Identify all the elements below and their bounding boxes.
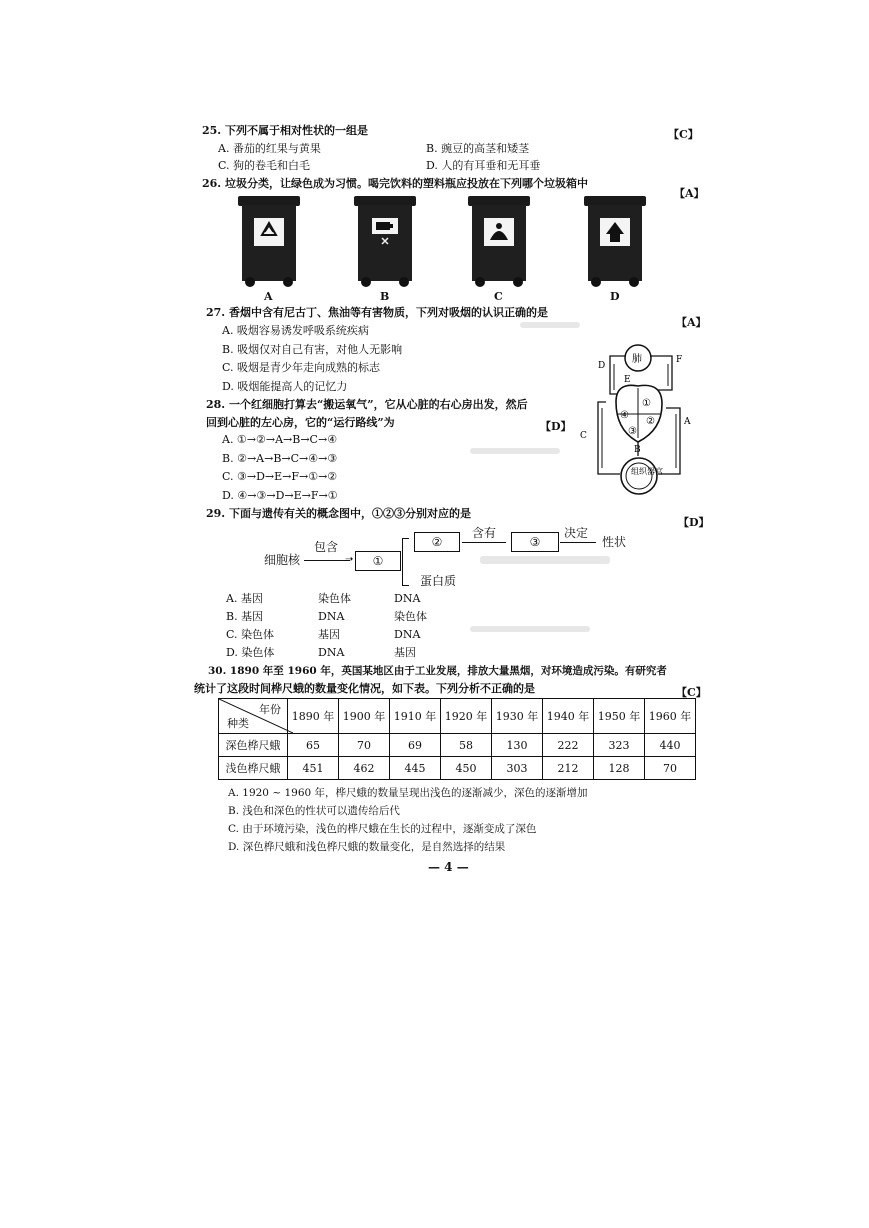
q29-option-c-3: DNA — [394, 628, 421, 641]
q29-option-b-1: B. 基因 — [226, 610, 264, 623]
table-row-dark-moth — [219, 734, 696, 757]
label-b: B — [634, 445, 641, 455]
q25-option-b: B. 豌豆的高茎和矮茎 — [426, 142, 530, 155]
q30-option-d: D. 深色桦尺蛾和浅色桦尺蛾的数量变化，是自然选择的结果 — [228, 841, 506, 853]
concept-box-2: ② — [414, 532, 460, 552]
q25-answer: 【C】 — [668, 128, 699, 141]
arrow-head-1: ➝ — [345, 554, 354, 565]
arrow-box2-to-box3 — [462, 542, 506, 543]
scan-noise — [520, 322, 580, 328]
q29-option-b-3: 染色体 — [394, 610, 427, 623]
scan-noise — [480, 556, 610, 564]
table-cell: 70 — [339, 734, 390, 757]
circulation-diagram — [576, 338, 696, 498]
table-row-light-moth — [219, 757, 696, 780]
scan-noise — [470, 448, 560, 454]
table-header-cell: 1910 年 — [390, 699, 441, 734]
q25-option-d: D. 人的有耳垂和无耳垂 — [426, 159, 541, 172]
table-cell: 212 — [543, 757, 594, 780]
trash-bin-d — [584, 196, 646, 288]
q27-option-b: B. 吸烟仅对自己有害，对他人无影响 — [222, 343, 403, 356]
table-cell: 58 — [441, 734, 492, 757]
table-cell: 69 — [390, 734, 441, 757]
concept-box-3: ③ — [511, 532, 559, 552]
table-cell: 70 — [645, 757, 696, 780]
q29-option-a-2: 染色体 — [318, 592, 351, 605]
q29-option-d-2: DNA — [318, 646, 345, 659]
trash-bin-a — [238, 196, 300, 288]
table-cell: 462 — [339, 757, 390, 780]
lung-label: 肺 — [632, 354, 642, 365]
q30-option-a: A. 1920 ~ 1960 年，桦尺蛾的数量呈现出浅色的逐渐减少，深色的逐渐增加 — [228, 787, 588, 799]
q27-answer: 【A】 — [676, 316, 707, 329]
bin-label-d: D — [610, 290, 620, 303]
table-header-cell: 1900 年 — [339, 699, 390, 734]
q29-option-a-1: A. 基因 — [226, 592, 263, 605]
concept-determines: 决定 — [564, 526, 589, 540]
concept-protein: 蛋白质 — [420, 574, 457, 588]
q30-stem-line1: 30. 1890 年至 1960 年，英国某地区由于工业发展，排放大量黑烟，对环境造成污染。有研究者 — [208, 665, 667, 677]
trash-bin-c — [468, 196, 530, 288]
q26-answer: 【A】 — [674, 187, 705, 200]
arrow-box3-to-trait — [560, 542, 596, 543]
table-cell: 303 — [492, 757, 543, 780]
concept-box-1: ① — [355, 551, 401, 571]
concept-contains-1: 包含 — [314, 540, 339, 554]
bin-label-a: A — [264, 290, 273, 303]
q29-option-c-2: 基因 — [318, 628, 340, 641]
corner-year: 年份 — [259, 703, 281, 716]
q29-option-d-1: D. 染色体 — [226, 646, 275, 659]
q30-stem-line2: 统计了这段时间桦尺蛾的数量变化情况，如下表。下列分析不正确的是 — [194, 682, 535, 695]
q27-option-d: D. 吸烟能提高人的记忆力 — [222, 380, 348, 393]
table-cell: 65 — [288, 734, 339, 757]
table-cell: 130 — [492, 734, 543, 757]
chamber-1: ① — [642, 398, 651, 409]
q25-option-c: C. 狗的卷毛和白毛 — [218, 159, 311, 172]
table-header-cell: 1950 年 — [594, 699, 645, 734]
table-row-label: 深色桦尺蛾 — [219, 734, 288, 757]
q28-option-d: D. ④→③→D→E→F→① — [222, 489, 338, 502]
table-header-cell: 1920 年 — [441, 699, 492, 734]
q28-answer: 【D】 — [540, 420, 572, 433]
table-header-cell: 1940 年 — [543, 699, 594, 734]
corner-type: 种类 — [227, 717, 249, 730]
table-cell: 128 — [594, 757, 645, 780]
table-cell: 445 — [390, 757, 441, 780]
table-cell: 440 — [645, 734, 696, 757]
q28-option-a: A. ①→②→A→B→C→④ — [222, 433, 338, 446]
table-row-label: 浅色桦尺蛾 — [219, 757, 288, 780]
trash-bin-b — [354, 196, 416, 288]
q29-option-b-2: DNA — [318, 610, 345, 623]
label-c: C — [580, 431, 587, 441]
q28-stem-line1: 28. 一个红细胞打算去“搬运氧气”，它从心脏的右心房出发，然后 — [206, 398, 528, 411]
table-cell: 450 — [441, 757, 492, 780]
label-e: E — [624, 375, 631, 385]
concept-contains-2: 含有 — [472, 526, 497, 540]
chamber-2: ② — [646, 416, 655, 427]
table-cell: 323 — [594, 734, 645, 757]
moth-population-table — [218, 698, 696, 780]
arrow-nucleus-to-box1 — [304, 560, 350, 561]
label-d: D — [598, 361, 606, 371]
page-number: — 4 — — [428, 860, 469, 874]
table-cell: 451 — [288, 757, 339, 780]
q25-stem: 25. 下列不属于相对性状的一组是 — [202, 124, 368, 137]
table-header-row — [219, 699, 696, 734]
q28-option-b: B. ②→A→B→C→④→③ — [222, 452, 338, 465]
organ-label: 组织器官 — [631, 467, 663, 476]
bin-label-c: C — [494, 290, 503, 303]
chamber-3: ③ — [628, 426, 637, 437]
q29-option-d-3: 基因 — [394, 646, 416, 659]
table-header-cell: 1930 年 — [492, 699, 543, 734]
concept-brace — [402, 538, 409, 586]
q28-stem-line2: 回到心脏的左心房，它的“运行路线”为 — [206, 416, 395, 429]
label-f: F — [676, 355, 683, 365]
q30-answer: 【C】 — [676, 686, 707, 699]
q29-option-c-1: C. 染色体 — [226, 628, 275, 641]
q30-option-b: B. 浅色和深色的性状可以遗传给后代 — [228, 805, 400, 817]
table-corner-cell — [219, 699, 288, 734]
q30-option-c: C. 由于环境污染，浅色的桦尺蛾在生长的过程中，逐渐变成了深色 — [228, 823, 537, 835]
q26-stem: 26. 垃圾分类，让绿色成为习惯。喝完饮料的塑料瓶应投放在下列哪个垃圾箱中 — [202, 177, 588, 190]
q28-option-c: C. ③→D→E→F→①→② — [222, 470, 338, 483]
q25-option-a: A. 番茄的红果与黄果 — [218, 142, 321, 155]
q27-option-c: C. 吸烟是青少年走向成熟的标志 — [222, 361, 381, 374]
q27-stem: 27. 香烟中含有尼古丁、焦油等有害物质，下列对吸烟的认识正确的是 — [206, 306, 548, 319]
bin-label-b: B — [380, 290, 390, 303]
chamber-4: ④ — [620, 410, 629, 421]
concept-trait: 性状 — [602, 535, 627, 549]
scan-noise — [470, 626, 590, 632]
q29-answer: 【D】 — [678, 516, 710, 529]
label-a: A — [684, 417, 691, 427]
q27-option-a: A. 吸烟容易诱发呼吸系统疾病 — [222, 324, 369, 337]
q29-option-a-3: DNA — [394, 592, 421, 605]
table-header-cell: 1960 年 — [645, 699, 696, 734]
q29-stem: 29. 下面与遗传有关的概念图中，①②③分别对应的是 — [206, 507, 471, 520]
table-header-cell: 1890 年 — [288, 699, 339, 734]
concept-nucleus: 细胞核 — [264, 553, 301, 567]
table-cell: 222 — [543, 734, 594, 757]
